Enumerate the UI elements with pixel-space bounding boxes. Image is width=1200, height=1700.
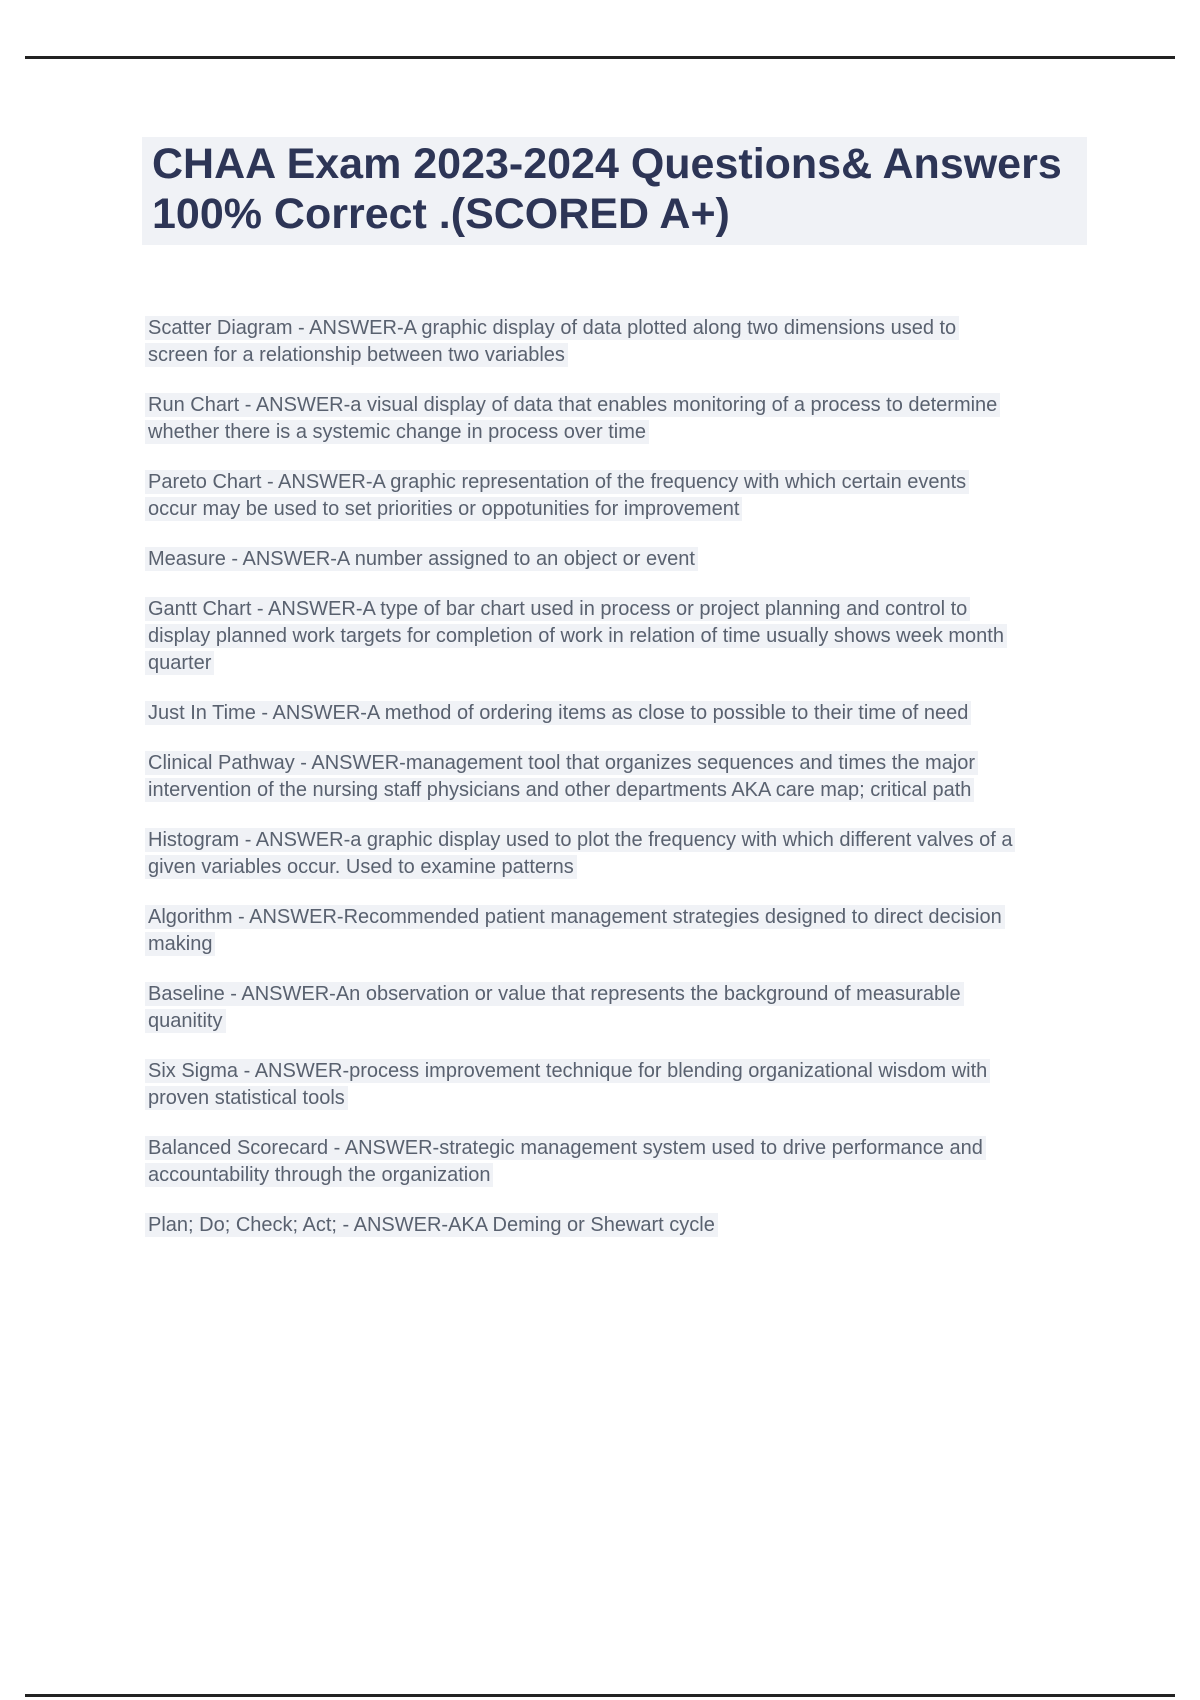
qa-paragraph — [145, 1135, 1013, 1189]
qa-text: Baseline - ANSWER-An observation or value that represents the background of measurable quanitity — [145, 982, 964, 1033]
qa-paragraph — [145, 315, 1013, 369]
qa-text: Algorithm - ANSWER-Recommended patient management strategies designed to direct decision making — [145, 905, 1005, 956]
qa-text: Histogram - ANSWER-a graphic display used to plot the frequency with which different valves of a given variables occur. Used to examine patterns — [145, 828, 1015, 879]
qa-paragraph — [145, 1212, 1013, 1239]
qa-text: Clinical Pathway - ANSWER-management tool that organizes sequences and times the major intervention of the nursing staff physicians and other departments AKA care map; critical path — [145, 751, 978, 802]
top-rule — [25, 56, 1175, 59]
qa-text: Gantt Chart - ANSWER-A type of bar chart used in process or project planning and control to display planned work targets for completion of work in relation of time usually shows week month quarter — [145, 597, 1007, 675]
qa-text: Just In Time - ANSWER-A method of ordering items as close to possible to their time of need — [145, 701, 971, 725]
bottom-rule — [25, 1694, 1175, 1697]
qa-paragraph — [145, 827, 1013, 881]
qa-text: Balanced Scorecard - ANSWER-strategic management system used to drive performance and accountability through the organization — [145, 1136, 986, 1187]
qa-paragraph — [145, 700, 1013, 727]
page-title: CHAA Exam 2023-2024 Questions& Answers 100% Correct .(SCORED A+) — [152, 140, 1062, 238]
qa-paragraph — [145, 392, 1013, 446]
qa-paragraph — [145, 469, 1013, 523]
qa-text: Scatter Diagram - ANSWER-A graphic display of data plotted along two dimensions used to screen for a relationship between two variables — [145, 316, 959, 367]
qa-paragraph — [145, 546, 1013, 573]
qa-text: Run Chart - ANSWER-a visual display of data that enables monitoring of a process to determine whether there is a systemic change in process over time — [145, 393, 1000, 444]
qa-text: Plan; Do; Check; Act; - ANSWER-AKA Deming or Shewart cycle — [145, 1213, 718, 1237]
qa-paragraph — [145, 904, 1013, 958]
qa-list — [145, 315, 1013, 1262]
qa-paragraph — [145, 750, 1013, 804]
title-block — [142, 137, 1087, 245]
qa-paragraph — [145, 596, 1013, 677]
qa-text: Pareto Chart - ANSWER-A graphic representation of the frequency with which certain events occur may be used to set priorities or oppotunities for improvement — [145, 470, 969, 521]
qa-paragraph — [145, 981, 1013, 1035]
qa-paragraph — [145, 1058, 1013, 1112]
qa-text: Measure - ANSWER-A number assigned to an object or event — [145, 547, 698, 571]
qa-text: Six Sigma - ANSWER-process improvement technique for blending organizational wisdom with proven statistical tools — [145, 1059, 990, 1110]
